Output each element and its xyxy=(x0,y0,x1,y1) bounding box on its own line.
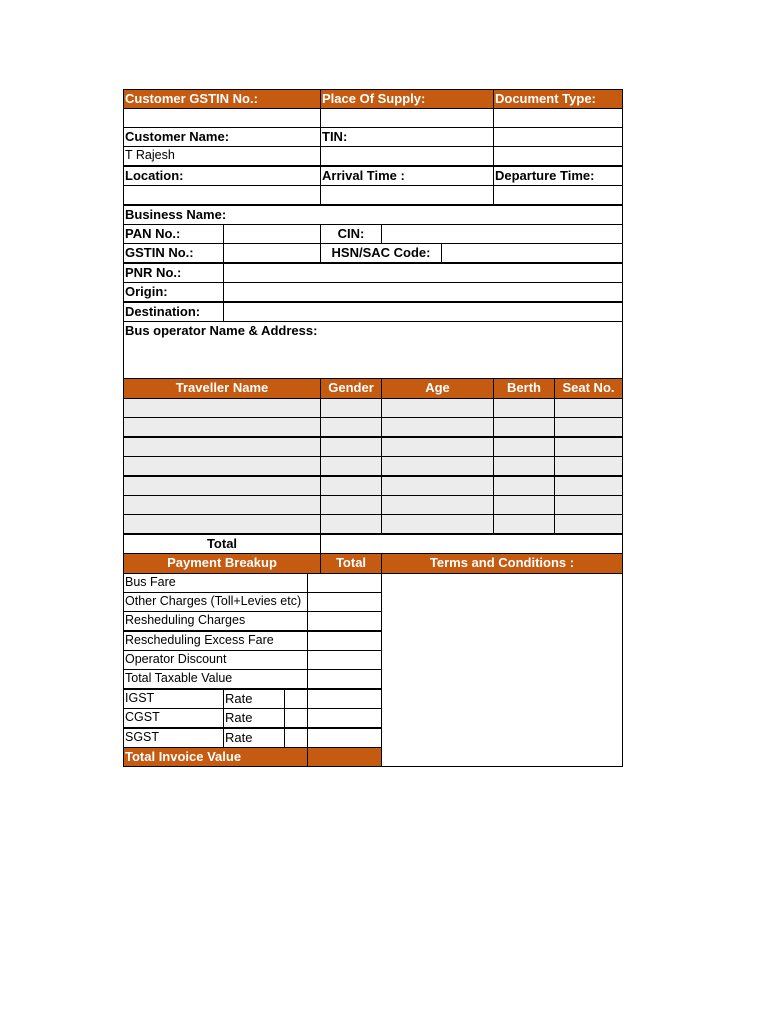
gender-cell[interactable] xyxy=(320,437,382,457)
location-label: Location: xyxy=(123,166,321,186)
customer-gstin-header: Customer GSTIN No.: xyxy=(123,89,321,109)
sgst-label: SGST xyxy=(123,728,224,748)
document-type-value[interactable] xyxy=(493,108,623,128)
operator-discount-value[interactable] xyxy=(307,650,382,670)
cgst-label: CGST xyxy=(123,708,224,728)
berth-cell[interactable] xyxy=(493,514,555,534)
arrival-time-value[interactable] xyxy=(320,185,494,205)
gender-cell[interactable] xyxy=(320,514,382,534)
berth-cell[interactable] xyxy=(493,417,555,437)
total-taxable-value-label: Total Taxable Value xyxy=(123,669,308,689)
total-invoice-value-label: Total Invoice Value xyxy=(123,747,308,767)
sgst-rate-label: Rate xyxy=(223,728,285,748)
age-cell[interactable] xyxy=(381,437,494,457)
arrival-time-label: Arrival Time : xyxy=(320,166,494,186)
gstin-value[interactable] xyxy=(223,243,321,263)
age-cell[interactable] xyxy=(381,417,494,437)
resheduling-charges-value[interactable] xyxy=(307,611,382,631)
seat-no-cell[interactable] xyxy=(554,495,623,515)
terms-conditions-header: Terms and Conditions : xyxy=(381,553,623,574)
seat-no-cell[interactable] xyxy=(554,398,623,418)
berth-header: Berth xyxy=(493,378,555,399)
customer-name-label: Customer Name: xyxy=(123,127,321,147)
other-charges-label: Other Charges (Toll+Levies etc) xyxy=(123,592,308,612)
igst-amount-value[interactable] xyxy=(307,689,382,709)
age-cell[interactable] xyxy=(381,476,494,496)
traveller-name-cell[interactable] xyxy=(123,398,321,418)
traveller-name-cell[interactable] xyxy=(123,514,321,534)
gender-cell[interactable] xyxy=(320,476,382,496)
bus-fare-value[interactable] xyxy=(307,573,382,593)
gender-cell[interactable] xyxy=(320,417,382,437)
age-cell[interactable] xyxy=(381,514,494,534)
hsn-sac-label: HSN/SAC Code: xyxy=(320,243,442,263)
blank-cell xyxy=(493,127,623,147)
bus-fare-label: Bus Fare xyxy=(123,573,308,593)
seat-no-cell[interactable] xyxy=(554,456,623,476)
igst-rate-label: Rate xyxy=(223,689,285,709)
location-value[interactable] xyxy=(123,185,321,205)
cin-label: CIN: xyxy=(320,224,382,244)
total-invoice-value-amount[interactable] xyxy=(307,747,382,767)
berth-cell[interactable] xyxy=(493,398,555,418)
igst-rate-value[interactable] xyxy=(284,689,308,709)
traveller-total-value[interactable] xyxy=(320,534,623,554)
gstin-label: GSTIN No.: xyxy=(123,243,224,263)
berth-cell[interactable] xyxy=(493,476,555,496)
igst-label: IGST xyxy=(123,689,224,709)
bus-operator-field[interactable]: Bus operator Name & Address: xyxy=(123,321,623,379)
berth-cell[interactable] xyxy=(493,437,555,457)
gender-cell[interactable] xyxy=(320,495,382,515)
gender-cell[interactable] xyxy=(320,398,382,418)
rescheduling-excess-fare-label: Rescheduling Excess Fare xyxy=(123,631,308,651)
rescheduling-excess-fare-value[interactable] xyxy=(307,631,382,651)
seat-no-cell[interactable] xyxy=(554,514,623,534)
berth-cell[interactable] xyxy=(493,495,555,515)
departure-time-value[interactable] xyxy=(493,185,623,205)
payment-total-header: Total xyxy=(320,553,382,574)
place-of-supply-value[interactable] xyxy=(320,108,494,128)
terms-conditions-body[interactable] xyxy=(381,573,623,767)
customer-gstin-value[interactable] xyxy=(123,108,321,128)
seat-no-cell[interactable] xyxy=(554,417,623,437)
gender-header: Gender xyxy=(320,378,382,399)
other-charges-value[interactable] xyxy=(307,592,382,612)
seat-no-cell[interactable] xyxy=(554,476,623,496)
traveller-name-header: Traveller Name xyxy=(123,378,321,399)
pnr-label: PNR No.: xyxy=(123,263,224,283)
age-cell[interactable] xyxy=(381,495,494,515)
business-name-label: Business Name: xyxy=(123,205,623,225)
cgst-rate-label: Rate xyxy=(223,708,285,728)
sgst-amount-value[interactable] xyxy=(307,728,382,748)
age-header: Age xyxy=(381,378,494,399)
cgst-amount-value[interactable] xyxy=(307,708,382,728)
hsn-sac-value[interactable] xyxy=(441,243,623,263)
resheduling-charges-label: Resheduling Charges xyxy=(123,611,308,631)
cin-value[interactable] xyxy=(381,224,623,244)
tin-value[interactable] xyxy=(320,146,494,166)
sgst-rate-value[interactable] xyxy=(284,728,308,748)
origin-label: Origin: xyxy=(123,282,224,302)
pan-label: PAN No.: xyxy=(123,224,224,244)
pan-value[interactable] xyxy=(223,224,321,244)
traveller-name-cell[interactable] xyxy=(123,495,321,515)
age-cell[interactable] xyxy=(381,456,494,476)
departure-time-label: Departure Time: xyxy=(493,166,623,186)
document-type-header: Document Type: xyxy=(493,89,623,109)
tin-label: TIN: xyxy=(320,127,494,147)
blank-cell xyxy=(493,146,623,166)
place-of-supply-header: Place Of Supply: xyxy=(320,89,494,109)
traveller-name-cell[interactable] xyxy=(123,437,321,457)
seat-no-cell[interactable] xyxy=(554,437,623,457)
berth-cell[interactable] xyxy=(493,456,555,476)
traveller-total-label: Total xyxy=(123,534,321,554)
destination-value[interactable] xyxy=(223,302,623,322)
destination-label: Destination: xyxy=(123,302,224,322)
age-cell[interactable] xyxy=(381,398,494,418)
total-taxable-value-value[interactable] xyxy=(307,669,382,689)
operator-discount-label: Operator Discount xyxy=(123,650,308,670)
origin-value[interactable] xyxy=(223,282,623,302)
payment-breakup-header: Payment Breakup xyxy=(123,553,321,574)
gender-cell[interactable] xyxy=(320,456,382,476)
seat-no-header: Seat No. xyxy=(554,378,623,399)
traveller-name-cell[interactable] xyxy=(123,417,321,437)
traveller-name-cell[interactable] xyxy=(123,476,321,496)
pnr-value[interactable] xyxy=(223,263,623,283)
traveller-name-cell[interactable] xyxy=(123,456,321,476)
cgst-rate-value[interactable] xyxy=(284,708,308,728)
customer-name-value[interactable]: T Rajesh xyxy=(123,146,321,166)
